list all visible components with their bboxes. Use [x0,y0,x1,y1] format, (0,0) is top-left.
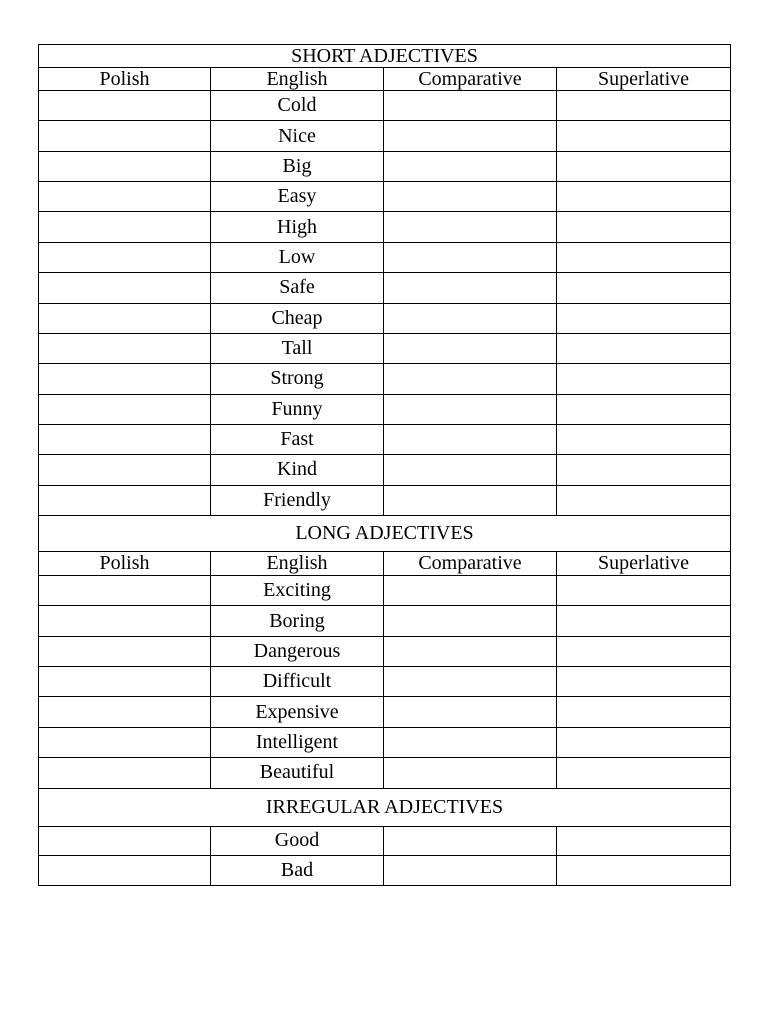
table-row [38,855,730,885]
superlative-cell [556,637,730,666]
comparative-cell [383,395,556,424]
comparative-cell [383,455,556,484]
column-header-row [38,67,730,90]
comparative-cell [383,606,556,635]
table-row [38,757,730,787]
english-cell: Good [210,827,383,856]
column-header-comparative: Comparative [383,552,556,575]
irregular-adjectives-section [38,788,730,885]
english-cell: Low [210,243,383,272]
english-cell: Intelligent [210,728,383,757]
comparative-cell [383,728,556,757]
comparative-cell [383,576,556,605]
superlative-cell [556,697,730,726]
superlative-cell [556,364,730,393]
english-cell: Boring [210,606,383,635]
english-cell: Easy [210,182,383,211]
long-adjectives-rows [38,575,730,788]
column-header-comparative: Comparative [383,68,556,90]
table-row [38,636,730,666]
english-cell: Bad [210,856,383,885]
table-row [38,181,730,211]
column-header-english: English [210,68,383,90]
polish-cell [38,91,210,120]
comparative-cell [383,827,556,856]
comparative-cell [383,667,556,696]
superlative-cell [556,304,730,333]
table-row [38,303,730,333]
english-cell: Difficult [210,667,383,696]
table-row [38,666,730,696]
comparative-cell [383,212,556,241]
english-cell: Safe [210,273,383,302]
table-row [38,454,730,484]
polish-cell [38,606,210,635]
comparative-cell [383,758,556,787]
superlative-cell [556,121,730,150]
short-adjectives-rows [38,90,730,515]
polish-cell [38,827,210,856]
polish-cell [38,856,210,885]
table-row [38,485,730,515]
table-row [38,826,730,856]
english-cell: Big [210,152,383,181]
table-row [38,394,730,424]
english-cell: Cold [210,91,383,120]
polish-cell [38,455,210,484]
table-row [38,575,730,605]
section-title-row [38,44,730,67]
adjectives-table [38,44,731,886]
section-title: IRREGULAR ADJECTIVES [38,789,730,826]
table-row [38,333,730,363]
polish-cell [38,212,210,241]
english-cell: Kind [210,455,383,484]
polish-cell [38,395,210,424]
english-cell: Beautiful [210,758,383,787]
section-title-row [38,788,730,826]
english-cell: Dangerous [210,637,383,666]
polish-cell [38,243,210,272]
comparative-cell [383,364,556,393]
polish-cell [38,758,210,787]
polish-cell [38,304,210,333]
column-header-row [38,551,730,575]
superlative-cell [556,425,730,454]
table-row [38,211,730,241]
comparative-cell [383,697,556,726]
superlative-cell [556,455,730,484]
table-row [38,151,730,181]
superlative-cell [556,856,730,885]
superlative-cell [556,827,730,856]
superlative-cell [556,91,730,120]
superlative-cell [556,606,730,635]
polish-cell [38,121,210,150]
english-cell: Friendly [210,486,383,515]
comparative-cell [383,856,556,885]
english-cell: Strong [210,364,383,393]
english-cell: Fast [210,425,383,454]
polish-cell [38,334,210,363]
comparative-cell [383,273,556,302]
superlative-cell [556,728,730,757]
table-row [38,605,730,635]
table-row [38,90,730,120]
comparative-cell [383,637,556,666]
polish-cell [38,486,210,515]
irregular-adjectives-rows [38,826,730,885]
column-header-polish: Polish [38,552,210,575]
comparative-cell [383,304,556,333]
english-cell: High [210,212,383,241]
polish-cell [38,728,210,757]
long-adjectives-section [38,515,730,788]
english-cell: Cheap [210,304,383,333]
superlative-cell [556,667,730,696]
english-cell: Tall [210,334,383,363]
english-cell: Expensive [210,697,383,726]
polish-cell [38,364,210,393]
polish-cell [38,152,210,181]
superlative-cell [556,182,730,211]
comparative-cell [383,91,556,120]
comparative-cell [383,486,556,515]
comparative-cell [383,243,556,272]
polish-cell [38,667,210,696]
polish-cell [38,182,210,211]
table-row [38,272,730,302]
table-row [38,424,730,454]
comparative-cell [383,182,556,211]
polish-cell [38,576,210,605]
column-header-superlative: Superlative [556,68,730,90]
table-row [38,363,730,393]
superlative-cell [556,273,730,302]
table-row [38,242,730,272]
column-header-english: English [210,552,383,575]
table-row [38,120,730,150]
column-header-polish: Polish [38,68,210,90]
superlative-cell [556,576,730,605]
polish-cell [38,637,210,666]
polish-cell [38,425,210,454]
column-header-superlative: Superlative [556,552,730,575]
english-cell: Funny [210,395,383,424]
english-cell: Exciting [210,576,383,605]
section-title-row [38,515,730,551]
superlative-cell [556,395,730,424]
english-cell: Nice [210,121,383,150]
section-title: LONG ADJECTIVES [38,516,730,551]
superlative-cell [556,212,730,241]
polish-cell [38,273,210,302]
polish-cell [38,697,210,726]
short-adjectives-section [38,44,730,515]
comparative-cell [383,425,556,454]
comparative-cell [383,152,556,181]
table-row [38,696,730,726]
comparative-cell [383,121,556,150]
table-row [38,727,730,757]
superlative-cell [556,243,730,272]
superlative-cell [556,334,730,363]
superlative-cell [556,758,730,787]
superlative-cell [556,486,730,515]
section-title: SHORT ADJECTIVES [38,45,730,67]
superlative-cell [556,152,730,181]
comparative-cell [383,334,556,363]
